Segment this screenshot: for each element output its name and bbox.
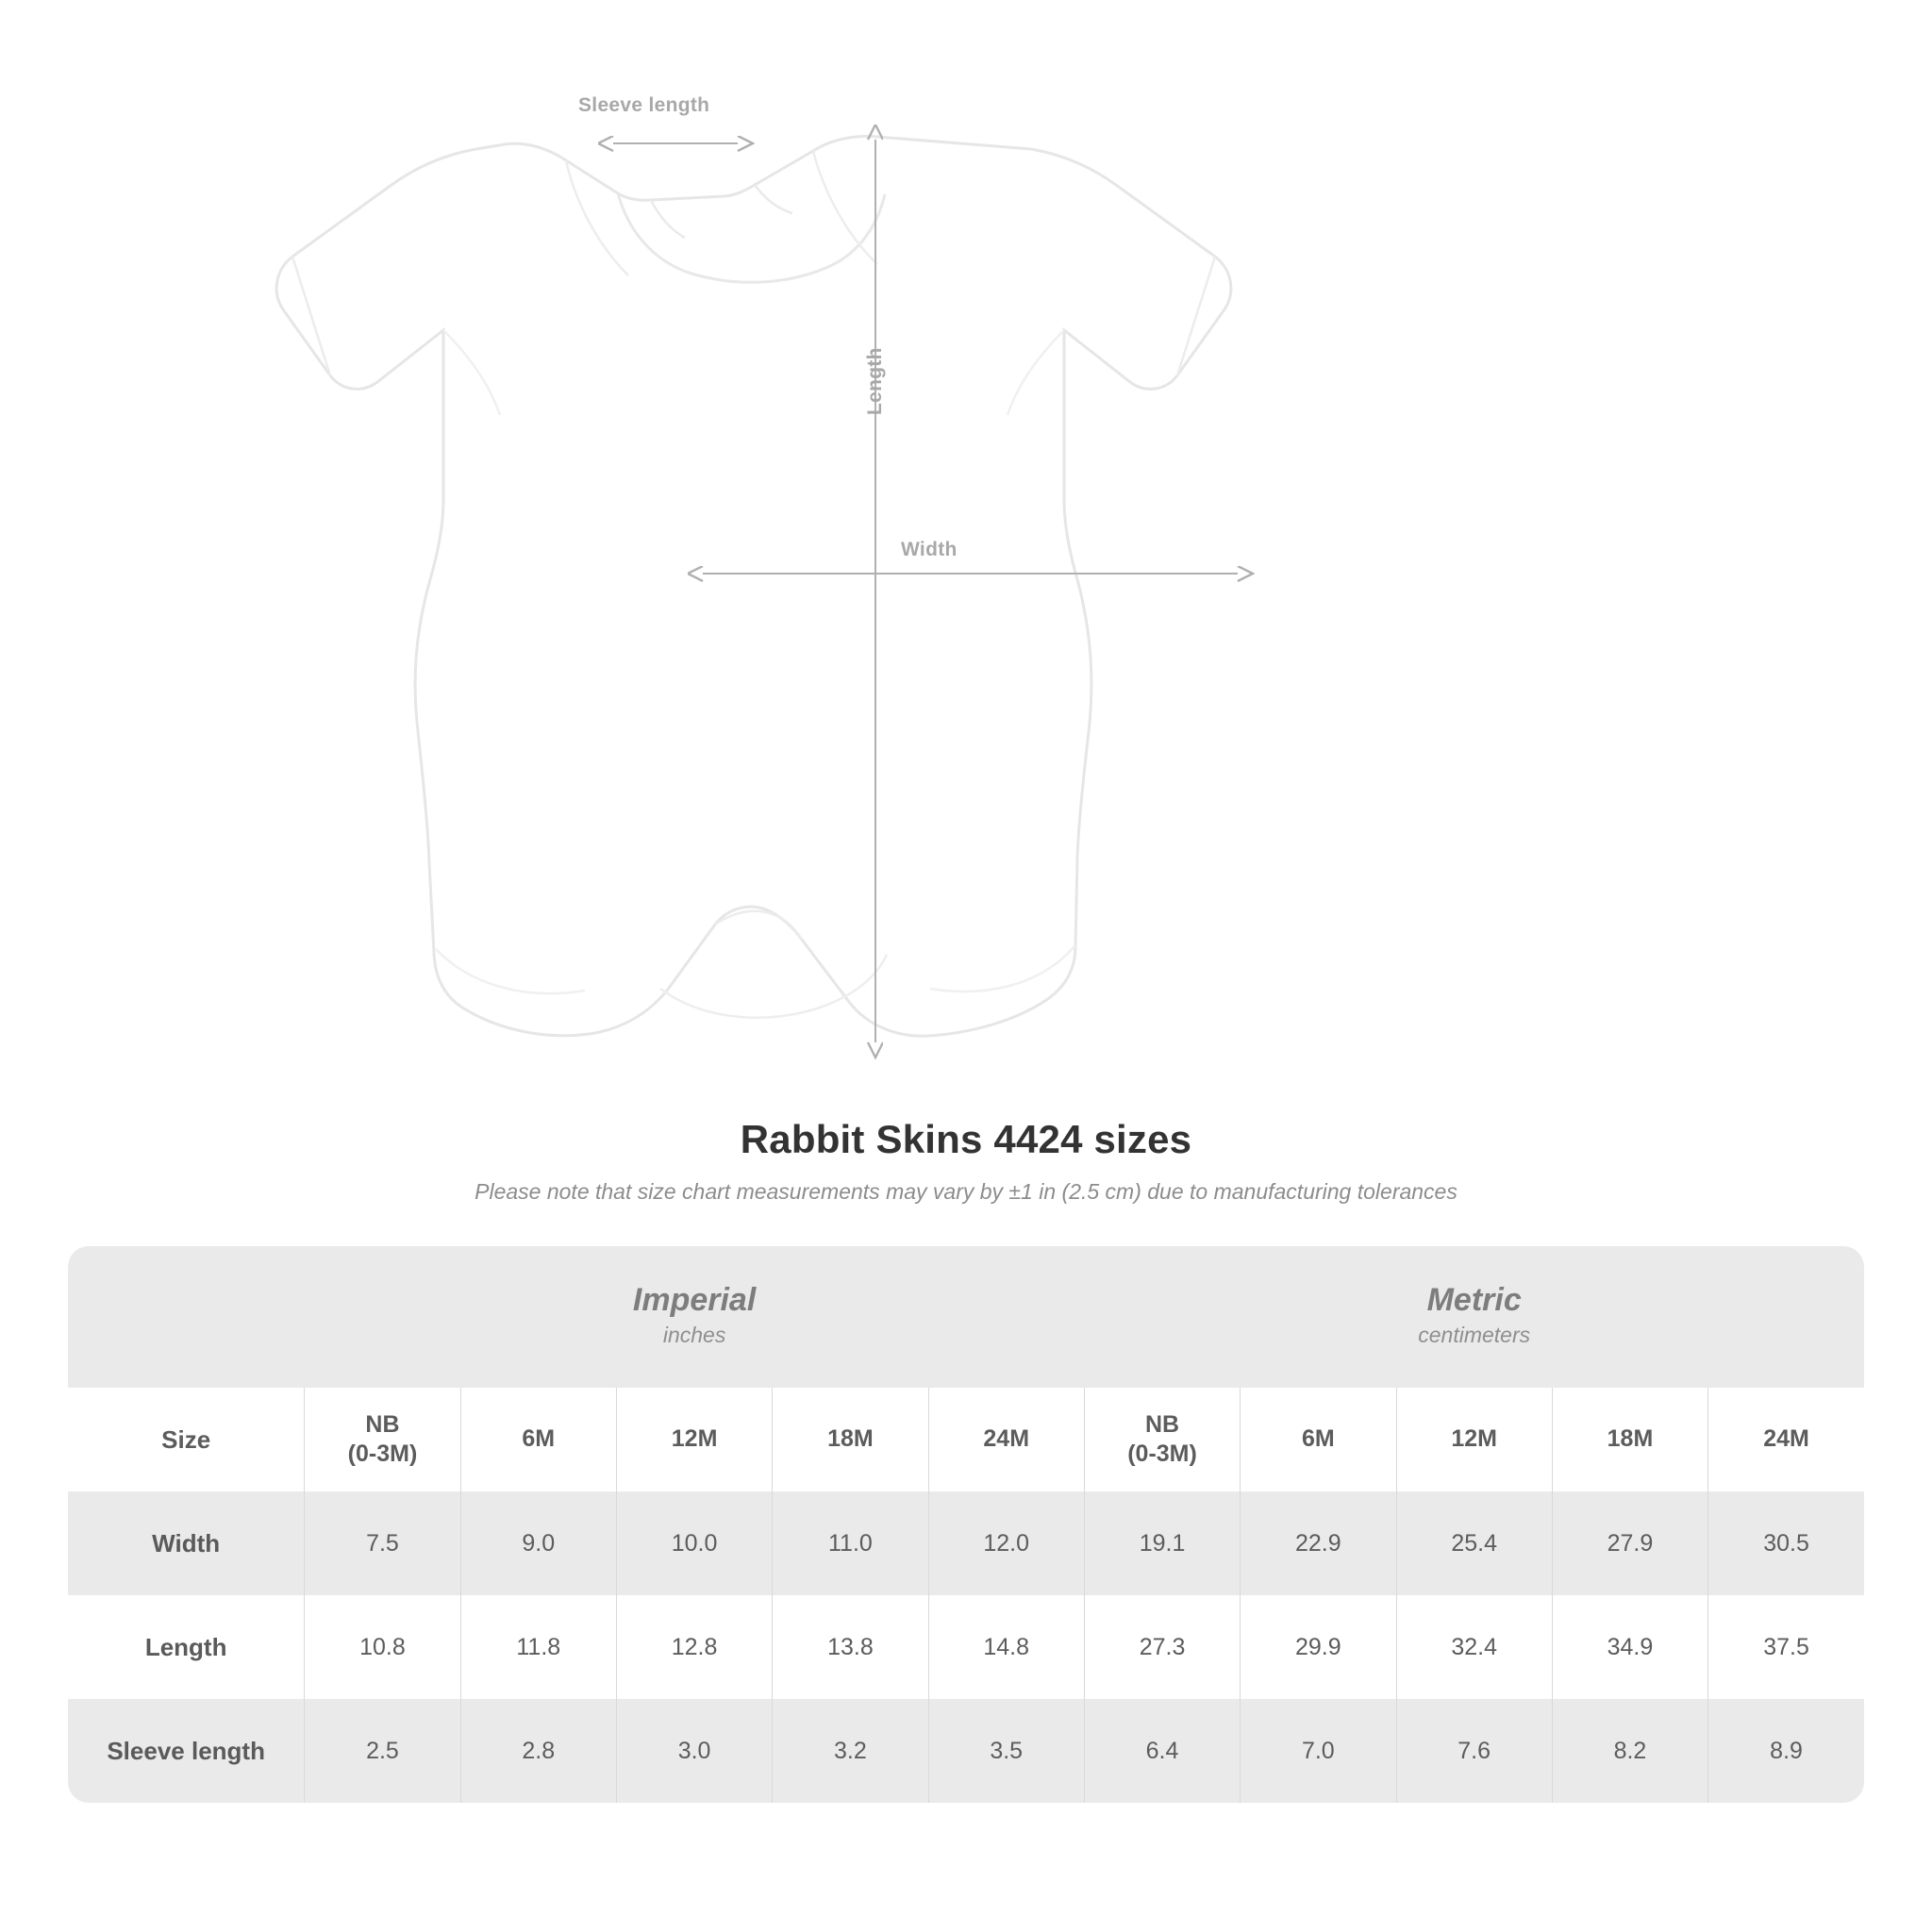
column-header-line1: 18M <box>827 1425 874 1453</box>
column-header-line2: (0-3M) <box>1127 1441 1197 1467</box>
table-cell: 11.0 <box>773 1491 928 1595</box>
column-header-line2: (0-3M) <box>347 1441 418 1467</box>
column-header-size: Size <box>68 1388 305 1491</box>
table-cell: 13.8 <box>773 1595 928 1699</box>
column-header-cell <box>1084 1388 1240 1491</box>
column-header-cell <box>1241 1388 1396 1491</box>
row-label: Width <box>68 1491 305 1595</box>
column-header-cell <box>616 1388 772 1491</box>
column-header-cell <box>1708 1388 1864 1491</box>
column-header-cell <box>1396 1388 1552 1491</box>
table-cell: 8.9 <box>1708 1699 1864 1803</box>
row-label: Length <box>68 1595 305 1699</box>
table-cell: 14.8 <box>928 1595 1084 1699</box>
table-cell: 29.9 <box>1241 1595 1396 1699</box>
column-header-cell <box>305 1388 460 1491</box>
table-row <box>68 1595 1864 1699</box>
table-cell: 19.1 <box>1084 1491 1240 1595</box>
table-cell: 10.0 <box>616 1491 772 1595</box>
unit-header-row <box>68 1246 1864 1388</box>
table-cell: 9.0 <box>460 1491 616 1595</box>
table-cell: 3.5 <box>928 1699 1084 1803</box>
column-header-cell <box>773 1388 928 1491</box>
column-header-line1: 24M <box>983 1425 1030 1453</box>
unit-header-blank <box>68 1246 305 1388</box>
tolerance-note: Please note that size chart measurements may vary by ±1 in (2.5 cm) due to manufacturing tolerances <box>475 1179 1457 1204</box>
column-header-line1: 12M <box>671 1425 718 1453</box>
column-header-cell <box>460 1388 616 1491</box>
column-header-line1: 24M <box>1763 1425 1809 1453</box>
column-header-line1: NB <box>1144 1410 1180 1438</box>
table-cell: 7.6 <box>1396 1699 1552 1803</box>
bodysuit-shape <box>276 137 1231 1037</box>
table-cell: 3.2 <box>773 1699 928 1803</box>
column-header-cell <box>928 1388 1084 1491</box>
table-cell: 7.5 <box>305 1491 460 1595</box>
table-cell: 7.0 <box>1241 1699 1396 1803</box>
table-cell: 34.9 <box>1552 1595 1707 1699</box>
title-block <box>0 1117 1932 1205</box>
length-label: Length <box>864 347 886 415</box>
column-header-line1: 6M <box>1301 1425 1335 1453</box>
page-title: Rabbit Skins 4424 sizes <box>740 1117 1192 1161</box>
table-cell: 8.2 <box>1552 1699 1707 1803</box>
table-cell: 37.5 <box>1708 1595 1864 1699</box>
table-cell: 2.5 <box>305 1699 460 1803</box>
column-header-row <box>68 1388 1864 1491</box>
table-cell: 11.8 <box>460 1595 616 1699</box>
table-cell: 6.4 <box>1084 1699 1240 1803</box>
column-header-line1: 6M <box>522 1425 556 1453</box>
unit-group-metric-name: Metric <box>1426 1282 1522 1319</box>
unit-group-metric-sub: centimeters <box>1418 1323 1531 1348</box>
unit-group-imperial <box>305 1246 1085 1388</box>
width-label: Width <box>901 539 958 560</box>
column-header-line1: 12M <box>1451 1425 1497 1453</box>
table-cell: 27.9 <box>1552 1491 1707 1595</box>
sleeve-length-label: Sleeve length <box>578 94 710 116</box>
table-cell: 2.8 <box>460 1699 616 1803</box>
size-table-container <box>68 1246 1864 1803</box>
column-header-line1: NB <box>365 1410 400 1438</box>
table-cell: 10.8 <box>305 1595 460 1699</box>
table-cell: 32.4 <box>1396 1595 1552 1699</box>
table-cell: 22.9 <box>1241 1491 1396 1595</box>
table-cell: 12.0 <box>928 1491 1084 1595</box>
column-header-line1: 18M <box>1607 1425 1654 1453</box>
table-cell: 12.8 <box>616 1595 772 1699</box>
table-cell: 27.3 <box>1084 1595 1240 1699</box>
unit-group-imperial-sub: inches <box>662 1323 726 1348</box>
size-table <box>68 1246 1864 1803</box>
table-row <box>68 1491 1864 1595</box>
row-label: Sleeve length <box>68 1699 305 1803</box>
table-cell: 3.0 <box>616 1699 772 1803</box>
unit-group-metric <box>1084 1246 1864 1388</box>
table-cell: 30.5 <box>1708 1491 1864 1595</box>
table-cell: 25.4 <box>1396 1491 1552 1595</box>
unit-group-imperial-name: Imperial <box>632 1282 757 1319</box>
column-header-cell <box>1552 1388 1707 1491</box>
table-row <box>68 1699 1864 1803</box>
